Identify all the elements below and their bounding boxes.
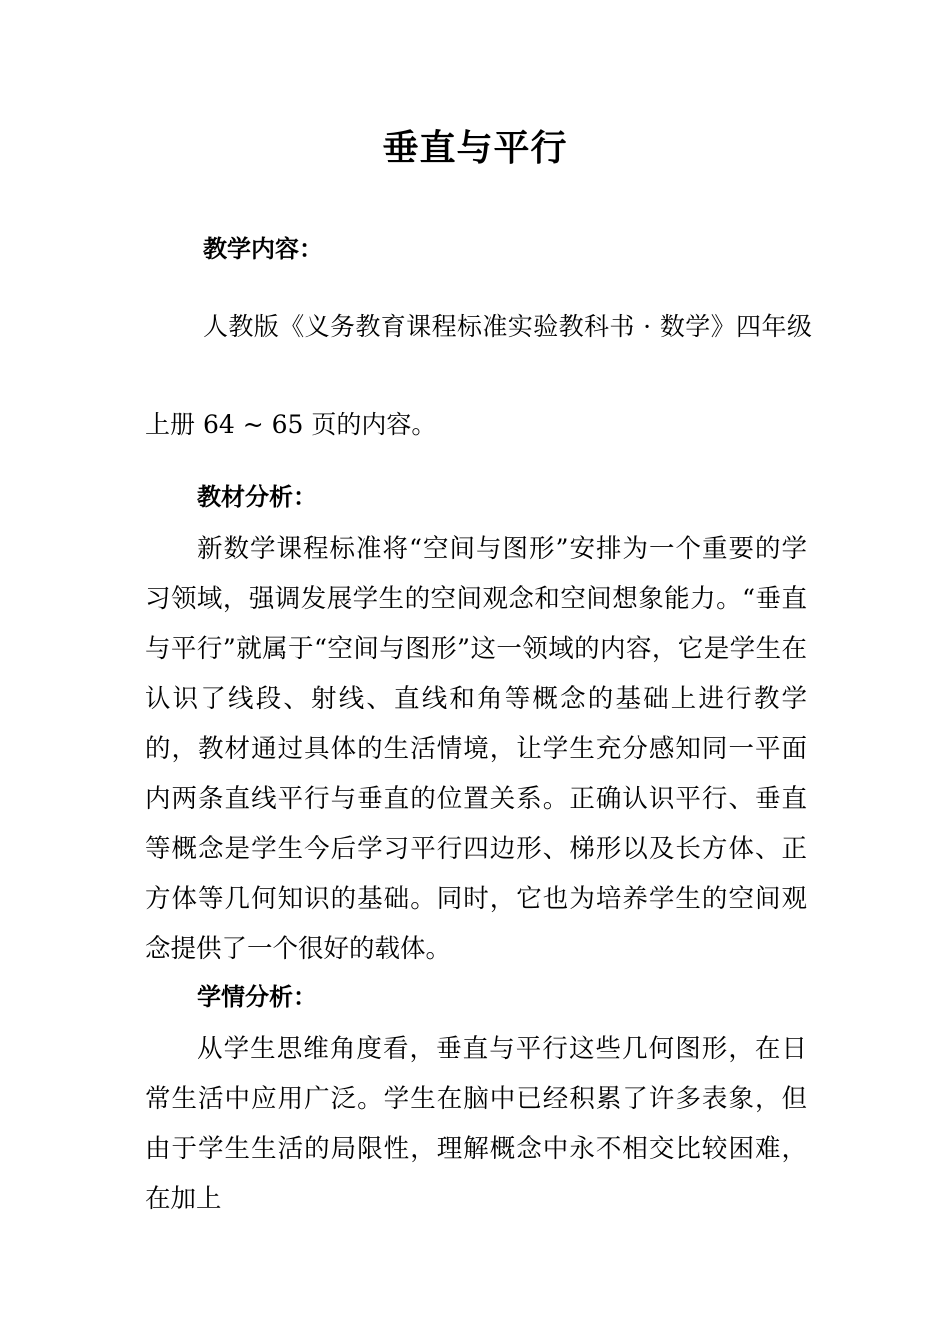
content-line-2: 上册 64 ~ 65 页的内容。 [145, 410, 437, 439]
document-title: 垂直与平行 [382, 128, 568, 169]
section-heading-learners: 学情分析： [197, 983, 317, 1011]
analysis-paragraph: 新数学课程标准将“空间与图形”安排为一个重要的学习领域，强调发展学生的空间观念和空间想象能力。“垂直与平行”就属于“空间与图形”这一领域的内容，它是学生在认识了线段、射线、直线和角等概念的基础上进行教学的，教材通过具体的生活情境，让学生充分感知同一平面内两条直线平行与垂直的位置关系。正确认识平行、垂直等概念是学生今后学习平行四边形、梯形以及长方体、正方体等几何知识的基础。同时，它也为培养学生的空间观念提供了一个很好的载体。 [145, 534, 807, 964]
content-line-1: 人教版《义务教育课程标准实验教科书 · 数学》四年级 [203, 312, 813, 341]
section-heading-analysis: 教材分析： [197, 483, 317, 511]
section-heading-content: 教学内容： [203, 235, 323, 263]
learners-paragraph: 从学生思维角度看，垂直与平行这些几何图形，在日常生活中应用广泛。学生在脑中已经积累了许多表象，但由于学生生活的局限性，理解概念中永不相交比较困难，在加上 [145, 1034, 807, 1214]
